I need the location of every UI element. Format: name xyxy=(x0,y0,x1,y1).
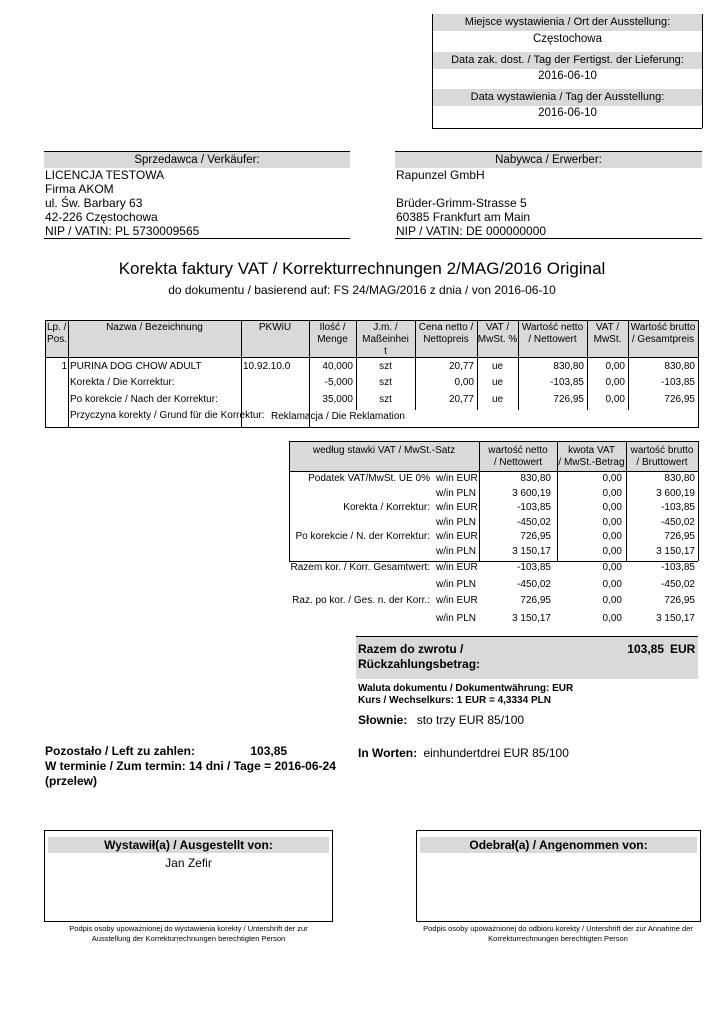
cell-gross: 726,95 xyxy=(664,394,695,405)
vat-cell-vat: 0,00 xyxy=(602,488,622,499)
col-net-price: Cena netto / Nettopreis xyxy=(418,322,474,345)
vat-cell-label: Po korekcie / N. der Korrektur: xyxy=(295,531,430,542)
vat-cell-cur: w/in EUR xyxy=(436,562,478,573)
seller-firm: Firma AKOM xyxy=(45,182,114,196)
vat-cell-gross: -103,85 xyxy=(661,502,695,513)
slownie-label: Słownie: xyxy=(358,713,408,727)
document-title: Korekta faktury VAT / Korrekturrechnungen 2/MAG/2016 Original xyxy=(118,259,606,278)
issued-by-label: Wystawił(a) / Ausgestellt von: xyxy=(48,837,329,853)
cell-net-price: 20,77 xyxy=(448,394,474,405)
delivery-date-label: Data zak. dost. / Tag der Fertigst. der Lieferung: xyxy=(433,52,702,69)
issue-date-label: Data wystawienia / Tag der Ausstellung: xyxy=(433,89,702,106)
cell-vat: 0,00 xyxy=(605,377,625,388)
cell-qty: 35,000 xyxy=(322,394,353,405)
payment-method: (przelew) xyxy=(45,774,98,788)
worten-label: In Worten: xyxy=(358,746,418,760)
vat-col-rate: według stawki VAT / MwSt.-Satz xyxy=(312,445,456,456)
seller-name: LICENCJA TESTOWA xyxy=(45,168,165,182)
refund-currency: EUR xyxy=(670,642,696,656)
cell-lp: 1 xyxy=(61,361,67,372)
cell-net-value: -103,85 xyxy=(550,377,584,388)
col-lp: Lp. / Pos. xyxy=(47,322,68,345)
cell-vat: 0,00 xyxy=(605,361,625,372)
vat-cell-net: -103,85 xyxy=(517,502,551,513)
vat-cell-gross: 726,95 xyxy=(664,595,695,606)
issued-signature-note: Podpis osoby upoważnionej do wystawienia korekty / Untershrift der zur Ausstellung der Korrekturrechnungen berechtigten Person xyxy=(69,924,308,943)
cell-net-price: 0,00 xyxy=(454,377,474,388)
seller-street: ul. Św. Barbary 63 xyxy=(45,196,143,210)
vat-cell-vat: 0,00 xyxy=(602,595,622,606)
cell-vat-rate: ue xyxy=(491,377,504,388)
received-by-box xyxy=(416,830,701,922)
vat-cell-label: Razem kor. / Korr. Gesamtwert: xyxy=(290,562,430,573)
vat-cell-gross: 726,95 xyxy=(664,531,695,542)
vat-cell-net: 726,95 xyxy=(520,595,551,606)
cell-pkwiu: 10.92.10.0 xyxy=(243,361,291,372)
document-subtitle: do dokumentu / basierend auf: FS 24/MAG/2016 z dnia / von 2016-06-10 xyxy=(168,283,556,297)
refund-label-1: Razem do zwrotu / xyxy=(358,642,464,656)
buyer-vatin: NIP / VATIN: DE 000000000 xyxy=(396,224,547,238)
cell-unit: szt xyxy=(379,377,392,388)
reason-label: Przyczyna korekty / Grund für die Korrektur: xyxy=(70,410,265,421)
delivery-date-value: 2016-06-10 xyxy=(538,70,597,82)
vat-cell-vat: 0,00 xyxy=(602,613,622,624)
cell-net-value: 830,80 xyxy=(553,361,584,372)
vat-cell-gross: 3 150,17 xyxy=(656,613,695,624)
received-by-label: Odebrał(a) / Angenommen von: xyxy=(420,837,697,853)
vat-cell-net: 3 600,19 xyxy=(512,488,551,499)
vat-cell-cur: w/in EUR xyxy=(436,473,478,484)
vat-cell-vat: 0,00 xyxy=(602,546,622,557)
left-to-pay-value: 103,85 xyxy=(250,744,288,758)
col-name: Nazwa / Bezeichnung xyxy=(106,322,203,333)
cell-vat: 0,00 xyxy=(605,394,625,405)
reason-value: Reklamacja / Die Reklamation xyxy=(271,411,405,422)
cell-name: Korekta / Die Korrektur: xyxy=(70,377,175,388)
payment-term: W terminie / Zum termin: 14 dni / Tage = 2016-06-24 xyxy=(45,759,336,773)
col-unit: J.m. / Maßeinhei t xyxy=(362,322,409,357)
vat-cell-vat: 0,00 xyxy=(602,531,622,542)
col-net-value: Wartość netto / Nettowert xyxy=(521,322,584,345)
col-vat-rate: VAT / MwSt. % xyxy=(477,322,518,345)
buyer-street: Brüder-Grimm-Strasse 5 xyxy=(396,196,527,210)
vat-cell-net: 3 150,17 xyxy=(512,546,551,557)
vat-cell-cur: w/in PLN xyxy=(436,517,477,528)
vat-cell-vat: 0,00 xyxy=(602,517,622,528)
cell-gross: 830,80 xyxy=(664,361,695,372)
cell-gross: -103,85 xyxy=(661,377,695,388)
exchange-rate: Kurs / Wechselkurs: 1 EUR = 4,3334 PLN xyxy=(358,695,551,706)
payment-block xyxy=(45,744,336,789)
vat-cell-cur: w/in EUR xyxy=(436,531,478,542)
issue-date-value: 2016-06-10 xyxy=(538,107,597,119)
vat-cell-label: Korekta / Korrektur: xyxy=(343,502,430,513)
cell-name: PURINA DOG CHOW ADULT xyxy=(70,361,202,372)
refund-label-2: Rückzahlungsbetrag: xyxy=(358,657,481,671)
col-pkwiu: PKWiU xyxy=(258,322,292,333)
vat-cell-label: Podatek VAT/MwSt. UE 0% xyxy=(308,473,430,484)
vat-cell-cur: w/in EUR xyxy=(436,502,478,513)
vat-cell-gross: -450,02 xyxy=(661,579,695,590)
vat-cell-vat: 0,00 xyxy=(602,473,622,484)
cell-unit: szt xyxy=(379,394,392,405)
vat-cell-cur: w/in PLN xyxy=(436,579,477,590)
cell-vat-rate: ue xyxy=(491,394,504,405)
cell-vat-rate: ue xyxy=(491,361,504,372)
vat-col-vat: kwota VAT / MwSt.-Betrag xyxy=(558,445,625,468)
vat-cell-net: -450,02 xyxy=(517,517,551,528)
vat-cell-net: -103,85 xyxy=(517,562,551,573)
vat-cell-vat: 0,00 xyxy=(602,579,622,590)
vat-cell-gross: 3 600,19 xyxy=(656,488,695,499)
buyer-label: Nabywca / Erwerber: xyxy=(395,151,702,168)
issued-by-name: Jan Zefir xyxy=(165,856,212,870)
place-label: Miejsce wystawienia / Ort der Ausstellung: xyxy=(433,14,702,31)
buyer-city: 60385 Frankfurt am Main xyxy=(396,210,531,224)
cell-name: Po korekcie / Nach der Korrektur: xyxy=(70,394,218,405)
document-currency: Waluta dokumentu / Dokumentwährung: EUR xyxy=(358,683,574,694)
cell-net-value: 726,95 xyxy=(553,394,584,405)
worten-value: einhundertdrei EUR 85/100 xyxy=(423,746,569,760)
vat-cell-gross: 830,80 xyxy=(664,473,695,484)
col-vat: VAT / MwSt. xyxy=(593,322,622,345)
vat-cell-cur: w/in PLN xyxy=(436,613,477,624)
buyer-name: Rapunzel GmbH xyxy=(396,168,485,182)
vat-cell-cur: w/in PLN xyxy=(436,546,477,557)
vat-cell-net: -450,02 xyxy=(517,579,551,590)
vat-cell-gross: -450,02 xyxy=(661,517,695,528)
vat-cell-gross: 3 150,17 xyxy=(656,546,695,557)
seller-label: Sprzedawca / Verkäufer: xyxy=(44,151,350,168)
seller-vatin: NIP / VATIN: PL 5730009565 xyxy=(45,224,200,238)
slownie-value: sto trzy EUR 85/100 xyxy=(416,713,525,727)
cell-net-price: 20,77 xyxy=(448,361,474,372)
vat-cell-label: Raz. po kor. / Ges. n. der Korr.: xyxy=(292,595,430,606)
vat-cell-net: 3 150,17 xyxy=(512,613,551,624)
issued-by-box xyxy=(44,830,333,922)
vat-cell-vat: 0,00 xyxy=(602,502,622,513)
vat-col-net: wartość netto / Nettowert xyxy=(488,445,548,468)
col-qty: Ilość / Menge xyxy=(317,322,348,345)
vat-cell-cur: w/in PLN xyxy=(436,488,477,499)
received-signature-note: Podpis osoby upoważnionej do odbioru korekty / Untershrift der zur Annahme der Korrekturrechnungen berechtigten Person xyxy=(423,924,693,943)
seller-city: 42-226 Częstochowa xyxy=(45,210,158,224)
vat-cell-gross: -103,85 xyxy=(661,562,695,573)
col-gross: Wartość brutto / Gesamtpreis xyxy=(630,322,696,345)
vat-cell-vat: 0,00 xyxy=(602,562,622,573)
left-to-pay-label: Pozostało / Left zu zahlen: xyxy=(45,744,196,758)
vat-cell-cur: w/in EUR xyxy=(436,595,478,606)
vat-cell-net: 726,95 xyxy=(520,531,551,542)
cell-qty: 40,000 xyxy=(322,361,353,372)
refund-amount: 103,85 xyxy=(627,642,664,656)
vat-col-gross: wartość brutto / Bruttowert xyxy=(630,445,694,468)
cell-qty: -5,000 xyxy=(324,377,353,388)
vat-cell-net: 830,80 xyxy=(520,473,551,484)
place-value: Częstochowa xyxy=(532,33,603,45)
cell-unit: szt xyxy=(379,361,392,372)
refund-box xyxy=(356,636,698,679)
